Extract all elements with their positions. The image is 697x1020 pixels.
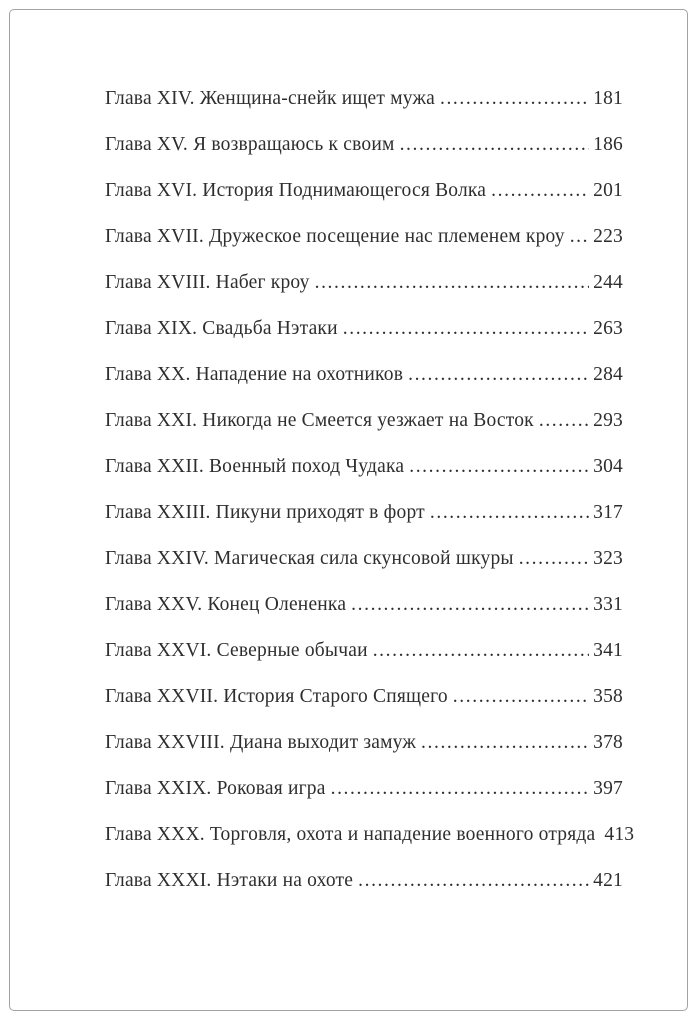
toc-entry-title: Глава XXV. Конец Олененка: [105, 594, 347, 615]
toc-dot-leader: [570, 226, 589, 248]
toc-entry-title: Глава XXIV. Магическая сила скунсовой шкуры: [105, 548, 514, 569]
toc-entry-title: Глава XVI. История Поднимающегося Волка: [105, 180, 487, 201]
toc-dot-leader: [408, 364, 589, 386]
toc-page-number: 358: [593, 686, 623, 707]
toc-dot-leader: [440, 88, 589, 110]
toc-page-number: 223: [593, 226, 623, 247]
toc-row: [105, 870, 623, 916]
toc-dot-leader: [421, 732, 589, 754]
toc-entry-title: Глава XVII. Дружеское посещение нас племенем кроу: [105, 226, 565, 247]
toc-entry-title: Глава XVIII. Набег кроу: [105, 272, 310, 293]
toc-page-number: 421: [593, 870, 623, 891]
toc-entry-title: Глава XXVII. История Старого Спящего: [105, 686, 448, 707]
toc-page-number: 413: [604, 824, 635, 845]
toc-row: [105, 318, 623, 364]
toc-dot-leader: [400, 134, 590, 156]
toc-page-number: 181: [593, 88, 623, 109]
toc-page-number: 341: [593, 640, 623, 661]
toc-row: [105, 594, 623, 640]
toc-page-number: 323: [593, 548, 623, 569]
toc-entry-title: Глава XXX. Торговля, охота и нападение военного отряда: [105, 824, 596, 845]
toc-entry-title: Глава XXI. Никогда не Смеется уезжает на Восток: [105, 410, 534, 431]
toc-row: [105, 640, 623, 686]
toc-page-number: 317: [593, 502, 623, 523]
toc-page-number: 397: [593, 778, 623, 799]
toc-entry-title: Глава XV. Я возвращаюсь к своим: [105, 134, 395, 155]
toc-entry-title: Глава XXXI. Нэтаки на охоте: [105, 870, 354, 891]
toc-dot-leader: [430, 502, 589, 524]
toc-dot-leader: [519, 548, 589, 570]
toc-row: [105, 824, 635, 870]
toc-row: [105, 134, 623, 180]
toc-page-number: 293: [593, 410, 623, 431]
toc-dot-leader: [491, 180, 589, 202]
toc-row: [105, 456, 623, 502]
toc-entry-title: Глава XXII. Военный поход Чудака: [105, 456, 405, 477]
toc-page-number: 284: [593, 364, 623, 385]
table-of-contents: [105, 88, 635, 916]
toc-page-number: 244: [593, 272, 623, 293]
toc-entry-title: Глава XIV. Женщина-снейк ищет мужа: [105, 88, 435, 109]
toc-entry-title: Глава XXIX. Роковая игра: [105, 778, 326, 799]
toc-row: [105, 226, 623, 272]
toc-dot-leader: [358, 870, 589, 892]
toc-page-number: 378: [593, 732, 623, 753]
toc-page-number: 263: [593, 318, 623, 339]
toc-row: [105, 88, 623, 134]
toc-row: [105, 364, 623, 410]
toc-row: [105, 180, 623, 226]
toc-dot-leader: [453, 686, 589, 708]
toc-row: [105, 732, 623, 778]
toc-dot-leader: [373, 640, 589, 662]
toc-row: [105, 410, 623, 456]
toc-dot-leader: [343, 318, 589, 340]
toc-row: [105, 548, 623, 594]
toc-page-number: 186: [593, 134, 623, 155]
toc-dot-leader: [539, 410, 589, 432]
toc-dot-leader: [409, 456, 589, 478]
toc-entry-title: Глава XXVI. Северные обычаи: [105, 640, 368, 661]
toc-dot-leader: [315, 272, 590, 294]
toc-page-number: 201: [593, 180, 623, 201]
toc-row: [105, 272, 623, 318]
toc-dot-leader: [351, 594, 589, 616]
toc-row: [105, 686, 623, 732]
toc-entry-title: Глава XX. Нападение на охотников: [105, 364, 404, 385]
toc-row: [105, 778, 623, 824]
toc-dot-leader: [331, 778, 590, 800]
toc-entry-title: Глава XXVIII. Диана выходит замуж: [105, 732, 417, 753]
toc-entry-title: Глава XXIII. Пикуни приходят в форт: [105, 502, 425, 523]
toc-row: [105, 502, 623, 548]
toc-page-number: 304: [593, 456, 623, 477]
toc-page-number: 331: [593, 594, 623, 615]
toc-entry-title: Глава XIX. Свадьба Нэтаки: [105, 318, 338, 339]
